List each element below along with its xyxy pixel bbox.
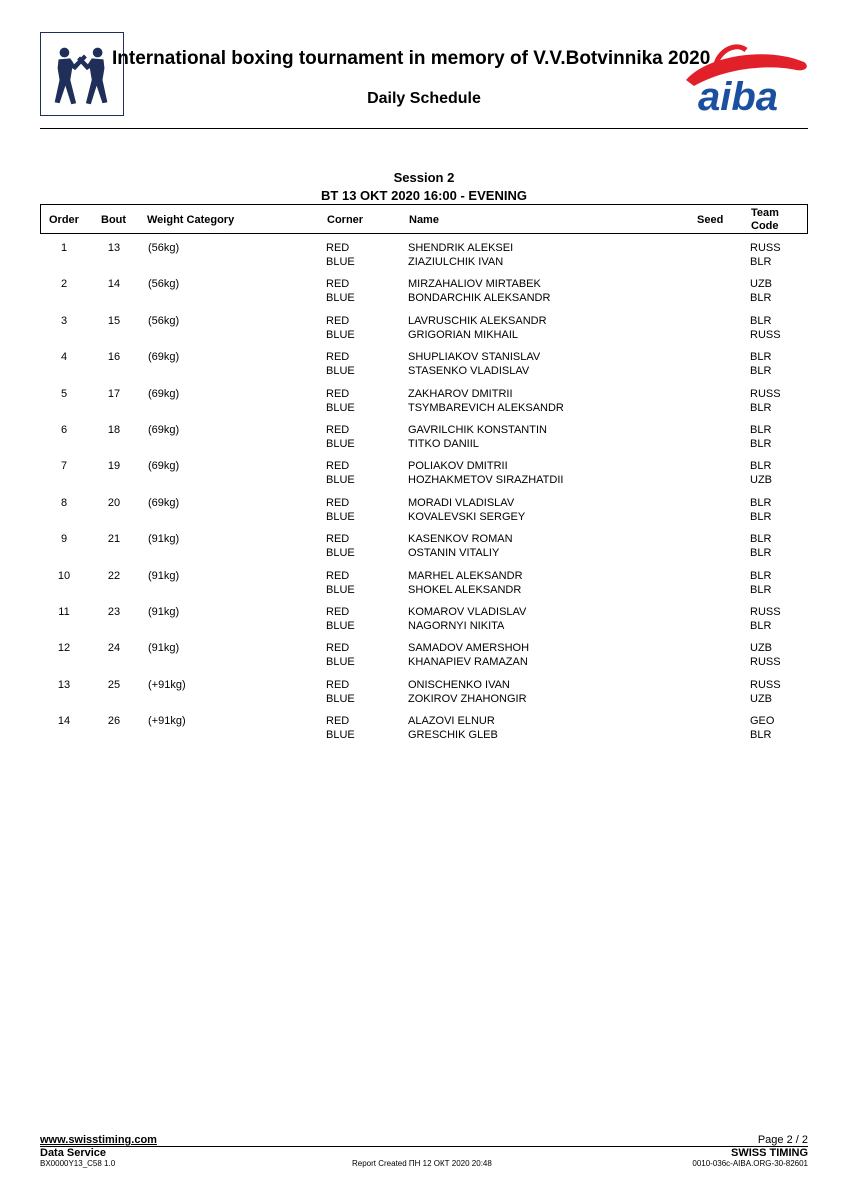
footer-doc-code: BX0000Y13_C58 1.0 (40, 1159, 116, 1168)
team-code-cell-blue: BLR (750, 510, 772, 523)
team-code-cell-blue: BLR (750, 401, 772, 414)
team-code-cell-blue: UZB (750, 692, 772, 705)
team-code-cell-blue: BLR (750, 729, 772, 742)
team-code-cell (750, 423, 771, 451)
team-code-cell-red: RUSS (750, 678, 781, 691)
name-cell-red: ZAKHAROV DMITRII (408, 387, 513, 400)
name-cell (408, 714, 498, 742)
weight-cell: (69kg) (148, 496, 180, 509)
bout-cell: 22 (107, 569, 121, 582)
bout-cell: 15 (107, 314, 121, 327)
order-cell: 2 (60, 278, 68, 291)
team-code-cell-red: BLR (750, 314, 772, 327)
name-cell (408, 641, 529, 669)
team-code-cell-red: BLR (750, 460, 772, 473)
corner-cell-red: RED (326, 351, 350, 364)
name-cell-blue: NAGORNYI NIKITA (408, 619, 505, 632)
bout-cell: 21 (107, 533, 121, 546)
weight-cell: (+91kg) (148, 678, 186, 691)
corner-cell-red: RED (326, 496, 350, 509)
name-cell-blue: TSYMBAREVICH ALEKSANDR (408, 401, 564, 414)
bout-cell: 20 (107, 496, 121, 509)
header-divider (40, 128, 808, 129)
name-cell-blue: OSTANIN VITALIY (408, 547, 500, 560)
team-code-cell-blue: BLR (750, 437, 772, 450)
order-cell: 13 (57, 678, 71, 691)
team-code-cell-red: BLR (750, 423, 772, 436)
name-cell-red: MARHEL ALEKSANDR (408, 569, 523, 582)
name-cell-red: LAVRUSCHIK ALEKSANDR (408, 314, 547, 327)
bout-cell: 18 (107, 423, 121, 436)
name-cell-blue: STASENKO VLADISLAV (408, 365, 530, 378)
name-cell-red: MIRZAHALIOV MIRTABEK (408, 278, 541, 291)
name-cell-red: SHUPLIAKOV STANISLAV (408, 351, 541, 364)
footer-divider (40, 1146, 808, 1147)
name-cell-blue: TITKO DANIIL (408, 437, 479, 450)
corner-cell (326, 387, 355, 415)
team-code-cell-red: UZB (750, 642, 772, 655)
corner-cell-blue: BLUE (326, 583, 355, 596)
header-name: Name (409, 214, 439, 226)
weight-cell: (56kg) (148, 242, 180, 254)
header-team-code-line2: Code (751, 220, 779, 232)
corner-cell-red: RED (326, 569, 350, 582)
footer-swiss-timing: SWISS TIMING (731, 1147, 808, 1159)
name-cell-red: SHENDRIK ALEKSEI (408, 242, 514, 254)
corner-cell-red: RED (326, 715, 350, 728)
header-team-code-line1: Team (751, 207, 779, 219)
name-cell (408, 569, 523, 597)
name-cell-blue: SHOKEL ALEKSANDR (408, 583, 522, 596)
team-code-cell-blue: BLR (750, 619, 772, 632)
team-code-cell-red: BLR (750, 496, 772, 509)
name-cell-blue: ZIAZIULCHIK IVAN (408, 256, 504, 268)
footer-page-number: Page 2 / 2 (757, 1134, 808, 1146)
team-code-cell (750, 605, 781, 633)
table-row (40, 458, 808, 494)
corner-cell-red: RED (326, 678, 350, 691)
team-code-cell (750, 277, 772, 305)
team-code-cell-red: BLR (750, 569, 772, 582)
team-code-cell (750, 641, 781, 669)
name-cell (408, 314, 547, 342)
page-subtitle: Daily Schedule (367, 90, 481, 107)
table-row (40, 713, 808, 749)
corner-cell-red: RED (326, 242, 350, 254)
team-code-cell (750, 387, 781, 415)
corner-cell (326, 714, 355, 742)
name-cell-blue: GRIGORIAN MIKHAIL (408, 328, 519, 341)
table-header (40, 204, 808, 234)
footer-report-created: Report Created ПН 12 ОКТ 2020 20:48 (352, 1159, 492, 1168)
name-cell-red: MORADI VLADISLAV (408, 496, 515, 509)
corner-cell-red: RED (326, 423, 350, 436)
name-cell-blue: BONDARCHIK ALEKSANDR (408, 292, 551, 305)
team-code-cell (750, 459, 772, 487)
corner-cell-red: RED (326, 278, 350, 291)
corner-cell (326, 569, 355, 597)
corner-cell (326, 532, 355, 560)
team-code-cell-red: RUSS (750, 387, 781, 400)
footer-url-link[interactable]: www.swisstiming.com (40, 1134, 157, 1146)
corner-cell (326, 641, 355, 669)
name-cell-red: ONISCHENKO IVAN (408, 678, 510, 691)
header-corner: Corner (327, 214, 364, 226)
team-code-cell-red: BLR (750, 351, 772, 364)
aiba-logo-text: aiba (698, 75, 779, 116)
bout-cell: 25 (107, 678, 121, 691)
corner-cell (326, 350, 355, 378)
team-code-cell-blue: BLR (750, 365, 772, 378)
bout-cell: 23 (107, 605, 121, 618)
corner-cell-blue: BLUE (326, 437, 355, 450)
header-order: Order (49, 214, 79, 226)
bout-cell: 17 (107, 387, 121, 400)
weight-cell: (56kg) (148, 278, 180, 291)
session-datetime: BT 13 OKT 2020 16:00 - EVENING (321, 188, 527, 203)
name-cell-red: KOMAROV VLADISLAV (408, 605, 527, 618)
header-weight: Weight Category (147, 214, 235, 226)
bout-cell: 19 (107, 460, 121, 473)
order-cell: 5 (60, 387, 68, 400)
team-code-cell-blue: RUSS (750, 656, 781, 669)
table-row (40, 677, 808, 713)
header-bout: Bout (101, 214, 127, 226)
corner-cell (326, 605, 355, 633)
footer-doc-ref: 0010-036c-AIBA.ORG-30-82601 (692, 1159, 808, 1168)
weight-cell: (91kg) (148, 569, 180, 582)
corner-cell-blue: BLUE (326, 474, 355, 487)
header-seed: Seed (697, 214, 724, 226)
table-row (40, 240, 808, 276)
name-cell (408, 532, 513, 560)
name-cell-blue: ZOKIROV ZHAHONGIR (408, 692, 527, 705)
name-cell-blue: HOZHAKMETOV SIRAZHATDII (408, 474, 564, 487)
order-cell: 7 (60, 460, 68, 473)
team-code-cell-red: BLR (750, 533, 772, 546)
corner-cell-red: RED (326, 533, 350, 546)
team-code-cell-blue: BLR (750, 256, 772, 268)
team-code-cell-blue: RUSS (750, 328, 781, 341)
table-row (40, 386, 808, 422)
order-cell: 8 (60, 496, 68, 509)
name-cell (408, 387, 564, 415)
weight-cell: (91kg) (148, 642, 180, 655)
corner-cell (326, 459, 355, 487)
name-cell (408, 496, 525, 524)
order-cell: 12 (57, 642, 71, 655)
weight-cell: (69kg) (148, 387, 180, 400)
bout-cell: 14 (107, 278, 121, 291)
corner-cell-blue: BLUE (326, 328, 355, 341)
corner-cell-red: RED (326, 460, 350, 473)
table-row (40, 604, 808, 640)
corner-cell (326, 241, 355, 269)
corner-cell (326, 277, 355, 305)
corner-cell-blue: BLUE (326, 365, 355, 378)
team-code-cell-blue: UZB (750, 474, 772, 487)
order-cell: 10 (57, 569, 71, 582)
name-cell (408, 241, 513, 269)
name-cell (408, 277, 550, 305)
team-code-cell (750, 496, 771, 524)
weight-cell: (91kg) (148, 533, 180, 546)
order-cell: 6 (60, 423, 68, 436)
corner-cell-blue: BLUE (326, 256, 355, 268)
session-title: Session 2 (393, 170, 455, 185)
corner-cell-blue: BLUE (326, 729, 355, 742)
name-cell-red: POLIAKOV DMITRII (408, 460, 508, 473)
name-cell-blue: GRESCHIK GLEB (408, 729, 498, 742)
table-row (40, 276, 808, 312)
name-cell (408, 605, 526, 633)
order-cell: 4 (60, 351, 68, 364)
table-row (40, 422, 808, 458)
bout-cell: 13 (107, 242, 121, 254)
team-code-cell-blue: BLR (750, 547, 772, 560)
corner-cell-red: RED (326, 605, 350, 618)
weight-cell: (56kg) (148, 314, 180, 327)
weight-cell: (69kg) (148, 460, 180, 473)
corner-cell-red: RED (326, 642, 350, 655)
team-code-cell (750, 350, 771, 378)
corner-cell (326, 678, 355, 706)
weight-cell: (91kg) (148, 605, 180, 618)
corner-cell (326, 496, 355, 524)
name-cell (408, 350, 540, 378)
corner-cell-blue: BLUE (326, 510, 355, 523)
team-code-cell (750, 678, 781, 706)
table-row (40, 531, 808, 567)
team-code-cell (750, 532, 771, 560)
name-cell (408, 459, 563, 487)
corner-cell-blue: BLUE (326, 656, 355, 669)
weight-cell: (69kg) (148, 423, 180, 436)
order-cell: 11 (58, 605, 70, 618)
corner-cell-red: RED (326, 314, 350, 327)
page-title: International boxing tournament in memory of V.V.Botvinnika 2020 (112, 48, 711, 69)
team-code-cell (750, 314, 781, 342)
name-cell-red: GAVRILCHIK KONSTANTIN (408, 423, 547, 436)
table-row (40, 349, 808, 385)
bout-cell: 26 (107, 715, 121, 728)
corner-cell (326, 423, 355, 451)
name-cell-red: ALAZOVI ELNUR (408, 715, 495, 728)
name-cell (408, 678, 527, 706)
order-cell: 3 (60, 314, 68, 327)
bout-cell: 16 (107, 351, 121, 364)
table-row (40, 640, 808, 676)
team-code-cell (750, 569, 771, 597)
corner-cell (326, 314, 355, 342)
team-code-cell-red: GEO (750, 715, 775, 728)
corner-cell-blue: BLUE (326, 401, 355, 414)
corner-cell-blue: BLUE (326, 292, 355, 305)
name-cell-blue: KHANAPIEV RAMAZAN (408, 656, 528, 669)
corner-cell-blue: BLUE (326, 619, 355, 632)
name-cell-blue: KOVALEVSKI SERGEY (408, 510, 526, 523)
schedule-table-body (40, 240, 808, 749)
weight-cell: (+91kg) (148, 715, 186, 728)
name-cell (408, 423, 547, 451)
team-code-cell (750, 241, 781, 269)
team-code-cell-blue: BLR (750, 292, 772, 305)
order-cell: 14 (57, 715, 71, 728)
corner-cell-blue: BLUE (326, 692, 355, 705)
table-row (40, 313, 808, 349)
table-row (40, 568, 808, 604)
footer-data-service: Data Service (40, 1147, 107, 1159)
name-cell-red: KASENKOV ROMAN (408, 533, 513, 546)
weight-cell: (69kg) (148, 351, 180, 364)
name-cell-red: SAMADOV AMERSHOH (408, 642, 530, 655)
header-team-code (751, 207, 779, 233)
team-code-cell-blue: BLR (750, 583, 772, 596)
team-code-cell-red: UZB (750, 278, 772, 291)
bout-cell: 24 (107, 642, 121, 655)
team-code-cell-red: RUSS (750, 605, 781, 618)
corner-cell-blue: BLUE (326, 547, 355, 560)
table-row (40, 495, 808, 531)
order-cell: 1 (60, 242, 68, 254)
aiba-logo (676, 36, 812, 116)
order-cell: 9 (60, 533, 68, 546)
team-code-cell-red: RUSS (750, 242, 781, 254)
corner-cell-red: RED (326, 387, 350, 400)
team-code-cell (750, 714, 774, 742)
